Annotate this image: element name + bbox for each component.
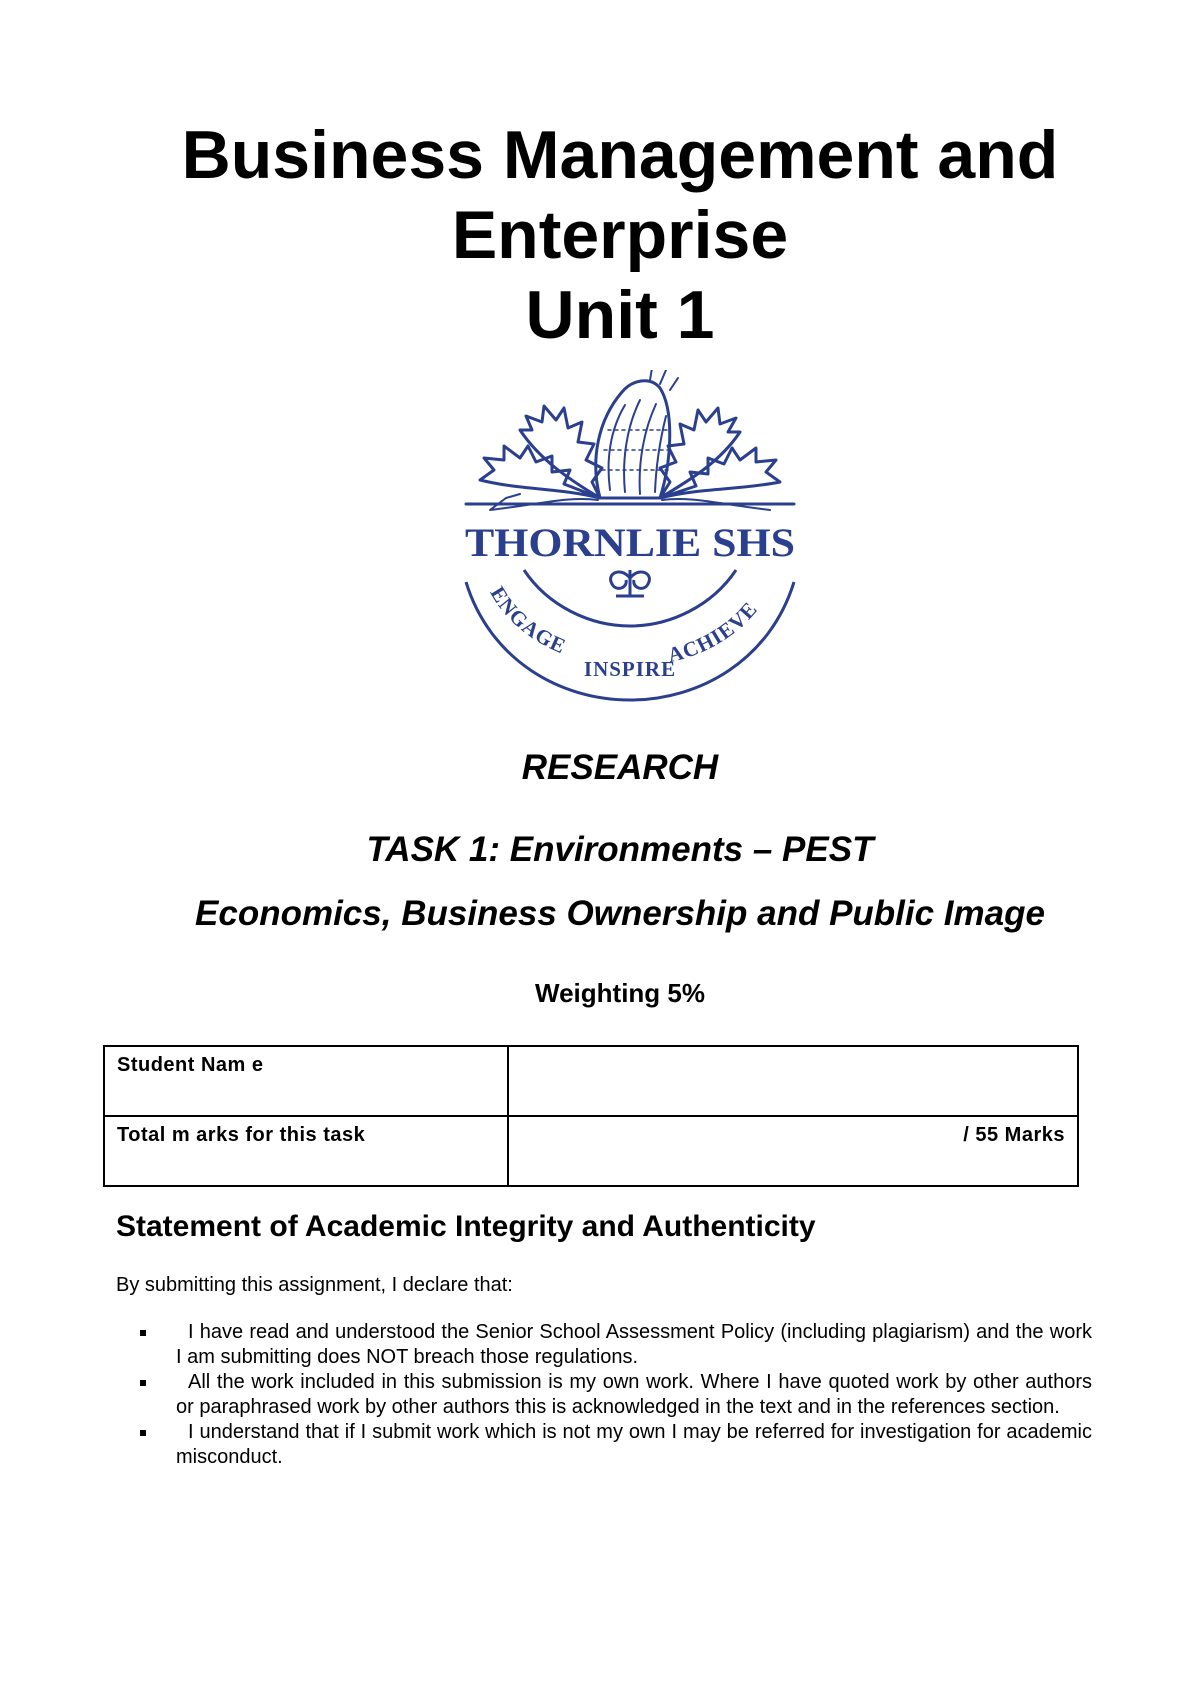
list-item bbox=[176, 1420, 1092, 1470]
statement-intro: By submitting this assignment, I declare that: bbox=[116, 1274, 513, 1296]
title-line-2: Enterprise bbox=[451, 197, 789, 273]
student-name-field[interactable] bbox=[508, 1046, 1078, 1116]
document-title bbox=[0, 115, 1200, 355]
motto-engage: ENGAGE bbox=[485, 582, 570, 659]
title-line-1: Business Management and bbox=[181, 117, 1059, 193]
declaration-text: All the work included in this submission is my own work. Where I have quoted work by other authors or paraphrased work by other authors this is acknowledged in the text and in the references section. bbox=[176, 1371, 1092, 1418]
list-item bbox=[176, 1370, 1092, 1420]
task-subheading: Economics, Business Ownership and Public Image bbox=[195, 894, 1045, 933]
flourish-icon bbox=[611, 570, 650, 596]
motto-achieve: ACHIEVE bbox=[665, 596, 763, 668]
declaration-text: I understand that if I submit work which is not my own I may be referred for investigation for academic misconduct. bbox=[176, 1421, 1092, 1468]
student-name-label: Student Nam e bbox=[104, 1046, 508, 1116]
student-info-table bbox=[103, 1045, 1079, 1187]
svg-text:ENGAGE bbox=[486, 582, 570, 658]
declaration-list bbox=[176, 1320, 1092, 1470]
motto-inspire: INSPIRE bbox=[583, 657, 677, 681]
school-logo bbox=[460, 370, 800, 710]
table-row bbox=[104, 1046, 1078, 1116]
task-heading: TASK 1: Environments – PEST bbox=[366, 830, 874, 869]
total-marks-label: Total m arks for this task bbox=[104, 1116, 508, 1186]
title-line-3: Unit 1 bbox=[525, 277, 715, 353]
bullet-icon bbox=[140, 1380, 146, 1386]
list-item bbox=[176, 1320, 1092, 1370]
weighting: Weighting 5% bbox=[535, 978, 705, 1008]
total-marks-value[interactable]: / 55 Marks bbox=[508, 1116, 1078, 1186]
research-heading: RESEARCH bbox=[521, 748, 719, 787]
table-row bbox=[104, 1116, 1078, 1186]
banksia-cone-icon bbox=[596, 381, 670, 498]
bullet-icon bbox=[140, 1430, 146, 1436]
statement-heading: Statement of Academic Integrity and Authenticity bbox=[116, 1210, 816, 1243]
bullet-icon bbox=[140, 1330, 146, 1336]
declaration-text: I have read and understood the Senior School Assessment Policy (including plagiarism) and the work I am submitting does NOT breach those regulations. bbox=[176, 1321, 1092, 1368]
logo-school-name: THORNLIE SHS bbox=[465, 520, 795, 565]
